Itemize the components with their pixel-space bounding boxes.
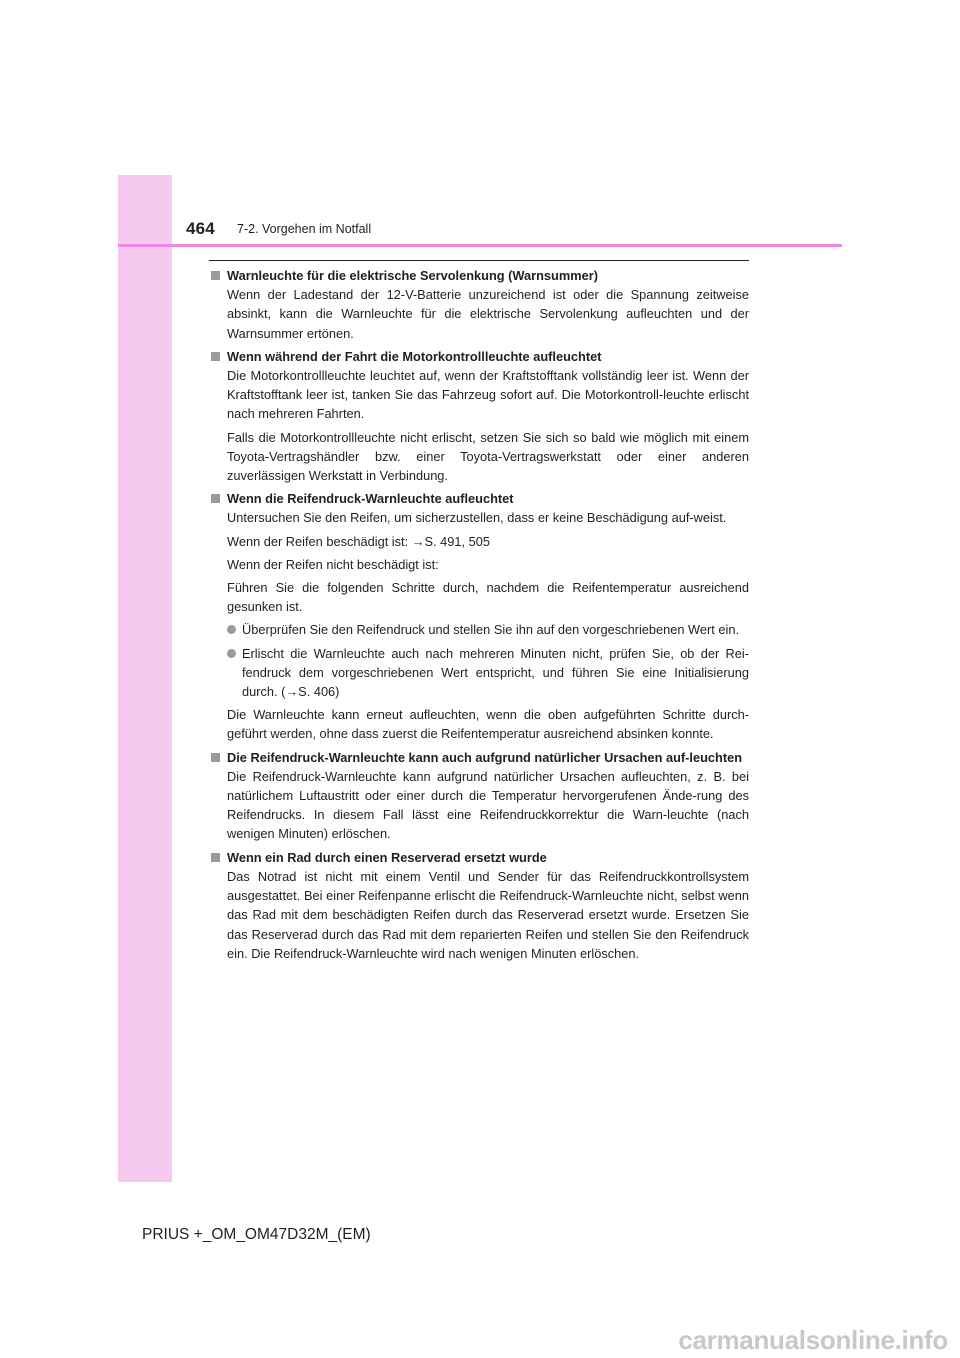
list-item [227,644,749,702]
side-margin-band [118,175,172,1182]
paragraph: Die Warnleuchte kann erneut aufleuchten, wenn die oben aufgeführten Schritte durch-geführt werden, ohne dass zuerst die Reifentemperatur ausreichend absinken konnte. [227,707,749,742]
header-rule [118,244,842,247]
section-power-steering [209,266,749,343]
paragraph: Untersuchen Sie den Reifen, um sicherzustellen, dass er keine Beschädigung auf-weist. [227,510,727,526]
square-bullet-icon [211,753,220,762]
paragraph: Führen Sie die folgenden Schritte durch, nachdem die Reifentemperatur ausreichend gesunken ist. [227,580,749,615]
content-divider [209,260,749,261]
paragraph: Die Motorkontrollleuchte leuchtet auf, wenn der Kraftstofftank vollständig leer ist. Wenn der Kraftstofftank leer ist, tanken Sie das Fahrzeug sofort auf. Die Motorkontroll-leuchte erlischt nach mehreren Fahrten. [227,368,749,422]
document-code: PRIUS +_OM_OM47D32M_(EM) [142,1226,371,1243]
list-item-text: Erlischt die Warnleuchte auch nach mehreren Minuten nicht, prüfen Sie, ob der Rei-fendruck dem vorgeschriebenen Wert entspricht, und führen Sie eine Initialisierung durch. (→S. 406) [242,645,749,700]
watermark: carmanualsonline.info [678,1325,948,1355]
paragraph: Die Reifendruck-Warnleuchte kann aufgrund natürlicher Ursachen aufleuchten, z. B. bei natürlichem Luftaustritt oder einer durch die Temperatur hervorgerufenen Ände-rung des Reifendrucks. In diesem Fall lässt eine Reifendruckkorrektur die Warn-leuchte (nach wenigen Minuten) erlöschen. [227,768,749,842]
content [209,266,749,967]
section-title: 7-2. Vorgehen im Notfall [237,222,372,236]
square-bullet-icon [211,853,220,862]
section-heading: Die Reifendruck-Warnleuchte kann auch aufgrund natürlicher Ursachen auf-leuchten [227,749,743,765]
paragraph: Wenn der Ladestand der 12-V-Batterie unzureichend ist oder die Spannung zeitweise absinkt, kann die Warnleuchte für die elektrische Servolenkung aufleuchten und der Warnsummer ertönen. [227,287,749,341]
round-bullet-icon [227,649,236,658]
section-heading: Wenn ein Rad durch einen Reserverad ersetzt wurde [227,849,547,865]
list-item [227,620,749,639]
section-natural-causes [209,748,749,844]
page-number: 464 [186,219,215,238]
paragraph: Falls die Motorkontrollleuchte nicht erlischt, setzen Sie sich so bald wie möglich mit einem Toyota-Vertragshändler bzw. einer Toyota-Vertragswerkstatt oder einer anderen zuverlässigen Werkstatt in Verbindung. [227,429,749,484]
paragraph: Wenn der Reifen nicht beschädigt ist: [227,556,439,572]
paragraph-page-ref: Wenn der Reifen beschädigt ist: →S. 491, 505 [227,533,490,549]
section-tire-pressure-light [209,489,749,743]
header-band [118,175,172,244]
list-item-text: Überprüfen Sie den Reifendruck und stellen Sie ihn auf den vorgeschriebenen Wert ein. [242,622,740,638]
section-engine-light [209,347,749,485]
square-bullet-icon [211,494,220,503]
section-heading: Warnleuchte für die elektrische Servolenkung (Warnsummer) [227,268,598,283]
square-bullet-icon [211,271,220,280]
section-heading: Wenn die Reifendruck-Warnleuchte aufleuchtet [227,491,514,507]
square-bullet-icon [211,352,220,361]
round-bullet-icon [227,625,236,634]
section-spare-wheel [209,848,749,963]
section-heading: Wenn während der Fahrt die Motorkontrollleuchte aufleuchtet [227,348,602,364]
paragraph: Das Notrad ist nicht mit einem Ventil und Sender für das Reifendruckkontrollsystem ausgestattet. Bei einer Reifenpanne erlischt die Reifendruck-Warnleuchte nicht, selbst wenn das Rad mit dem beschädigten Reifen durch das Reserverad ersetzt wurde. Ersetzen Sie das Reserverad durch das Rad mit dem reparierten Reifen und stellen Sie den Reifendruck ein. Die Reifendruck-Warnleuchte wird nach wenigen Minuten erlöschen. [227,868,749,961]
